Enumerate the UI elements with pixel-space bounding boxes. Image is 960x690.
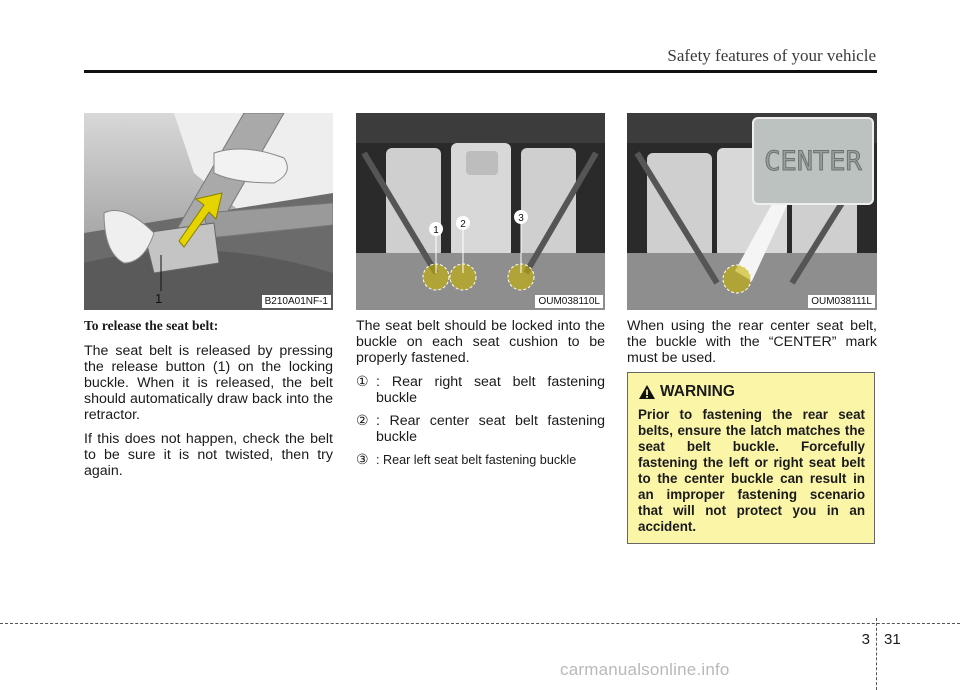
header-title: Safety features of your vehicle xyxy=(667,46,876,65)
warning-text: Prior to fastening the rear seat belts, ensure the latch matches the seat belt buckle. Forcefully fastening the left or right seat belt to the center buckle can result in an improper fastening scenario that will not protect you in an accident. xyxy=(638,407,865,534)
header-rule xyxy=(84,70,877,73)
list-item xyxy=(356,413,605,445)
figure-release-belt xyxy=(84,113,333,310)
watermark: carmanualsonline.info xyxy=(560,660,730,679)
figure-code: OUM038110L xyxy=(535,295,603,308)
item-number: ① xyxy=(356,374,369,390)
item-text: : Rear center seat belt fastening buckle xyxy=(376,413,605,445)
footer-divider xyxy=(876,618,877,690)
item-text: : Rear left seat belt fastening buckle xyxy=(376,453,577,467)
figure-1-callout-1: 1 xyxy=(155,291,163,306)
item-text: : Rear right seat belt fastening buckle xyxy=(376,374,605,406)
paragraph: The seat belt is released by pressing the release button (1) on the locking buckle. When it is released, the belt should automatically draw back into the retractor. xyxy=(84,343,333,423)
left-column xyxy=(84,318,333,487)
figure-2-callout-1: 1 xyxy=(433,225,439,236)
center-sign-text: CENTER xyxy=(764,146,862,177)
paragraph: When using the rear center seat belt, the buckle with the “CENTER” mark must be used. xyxy=(627,318,877,366)
center-buckle-illustration xyxy=(627,113,877,310)
rear-buckles-illustration xyxy=(356,113,605,310)
list-item xyxy=(356,452,605,468)
section-number: 3 xyxy=(861,631,870,648)
figure-center-buckle xyxy=(627,113,877,310)
list-item xyxy=(356,374,605,406)
warning-triangle-icon xyxy=(638,384,656,400)
right-column xyxy=(627,318,877,374)
release-belt-illustration xyxy=(84,113,333,310)
footer-rule xyxy=(0,623,960,624)
middle-column xyxy=(356,318,605,475)
figure-code: OUM038111L xyxy=(808,295,875,308)
figure-code: B210A01NF-1 xyxy=(262,295,331,308)
warning-title: WARNING xyxy=(660,383,735,400)
item-number: ② xyxy=(356,413,369,429)
paragraph: If this does not happen, check the belt to be sure it is not twisted, then try again. xyxy=(84,431,333,479)
page-number: 31 xyxy=(884,631,901,648)
paragraph: The seat belt should be locked into the buckle on each seat cushion to be properly fastened. xyxy=(356,318,605,366)
figure-2-callout-3: 3 xyxy=(518,213,524,224)
figure-rear-buckles xyxy=(356,113,605,310)
warning-header xyxy=(638,383,865,401)
item-number: ③ xyxy=(356,452,369,468)
figure-2-callout-2: 2 xyxy=(460,219,466,230)
warning-box xyxy=(627,372,875,544)
release-heading: To release the seat belt: xyxy=(84,318,219,333)
